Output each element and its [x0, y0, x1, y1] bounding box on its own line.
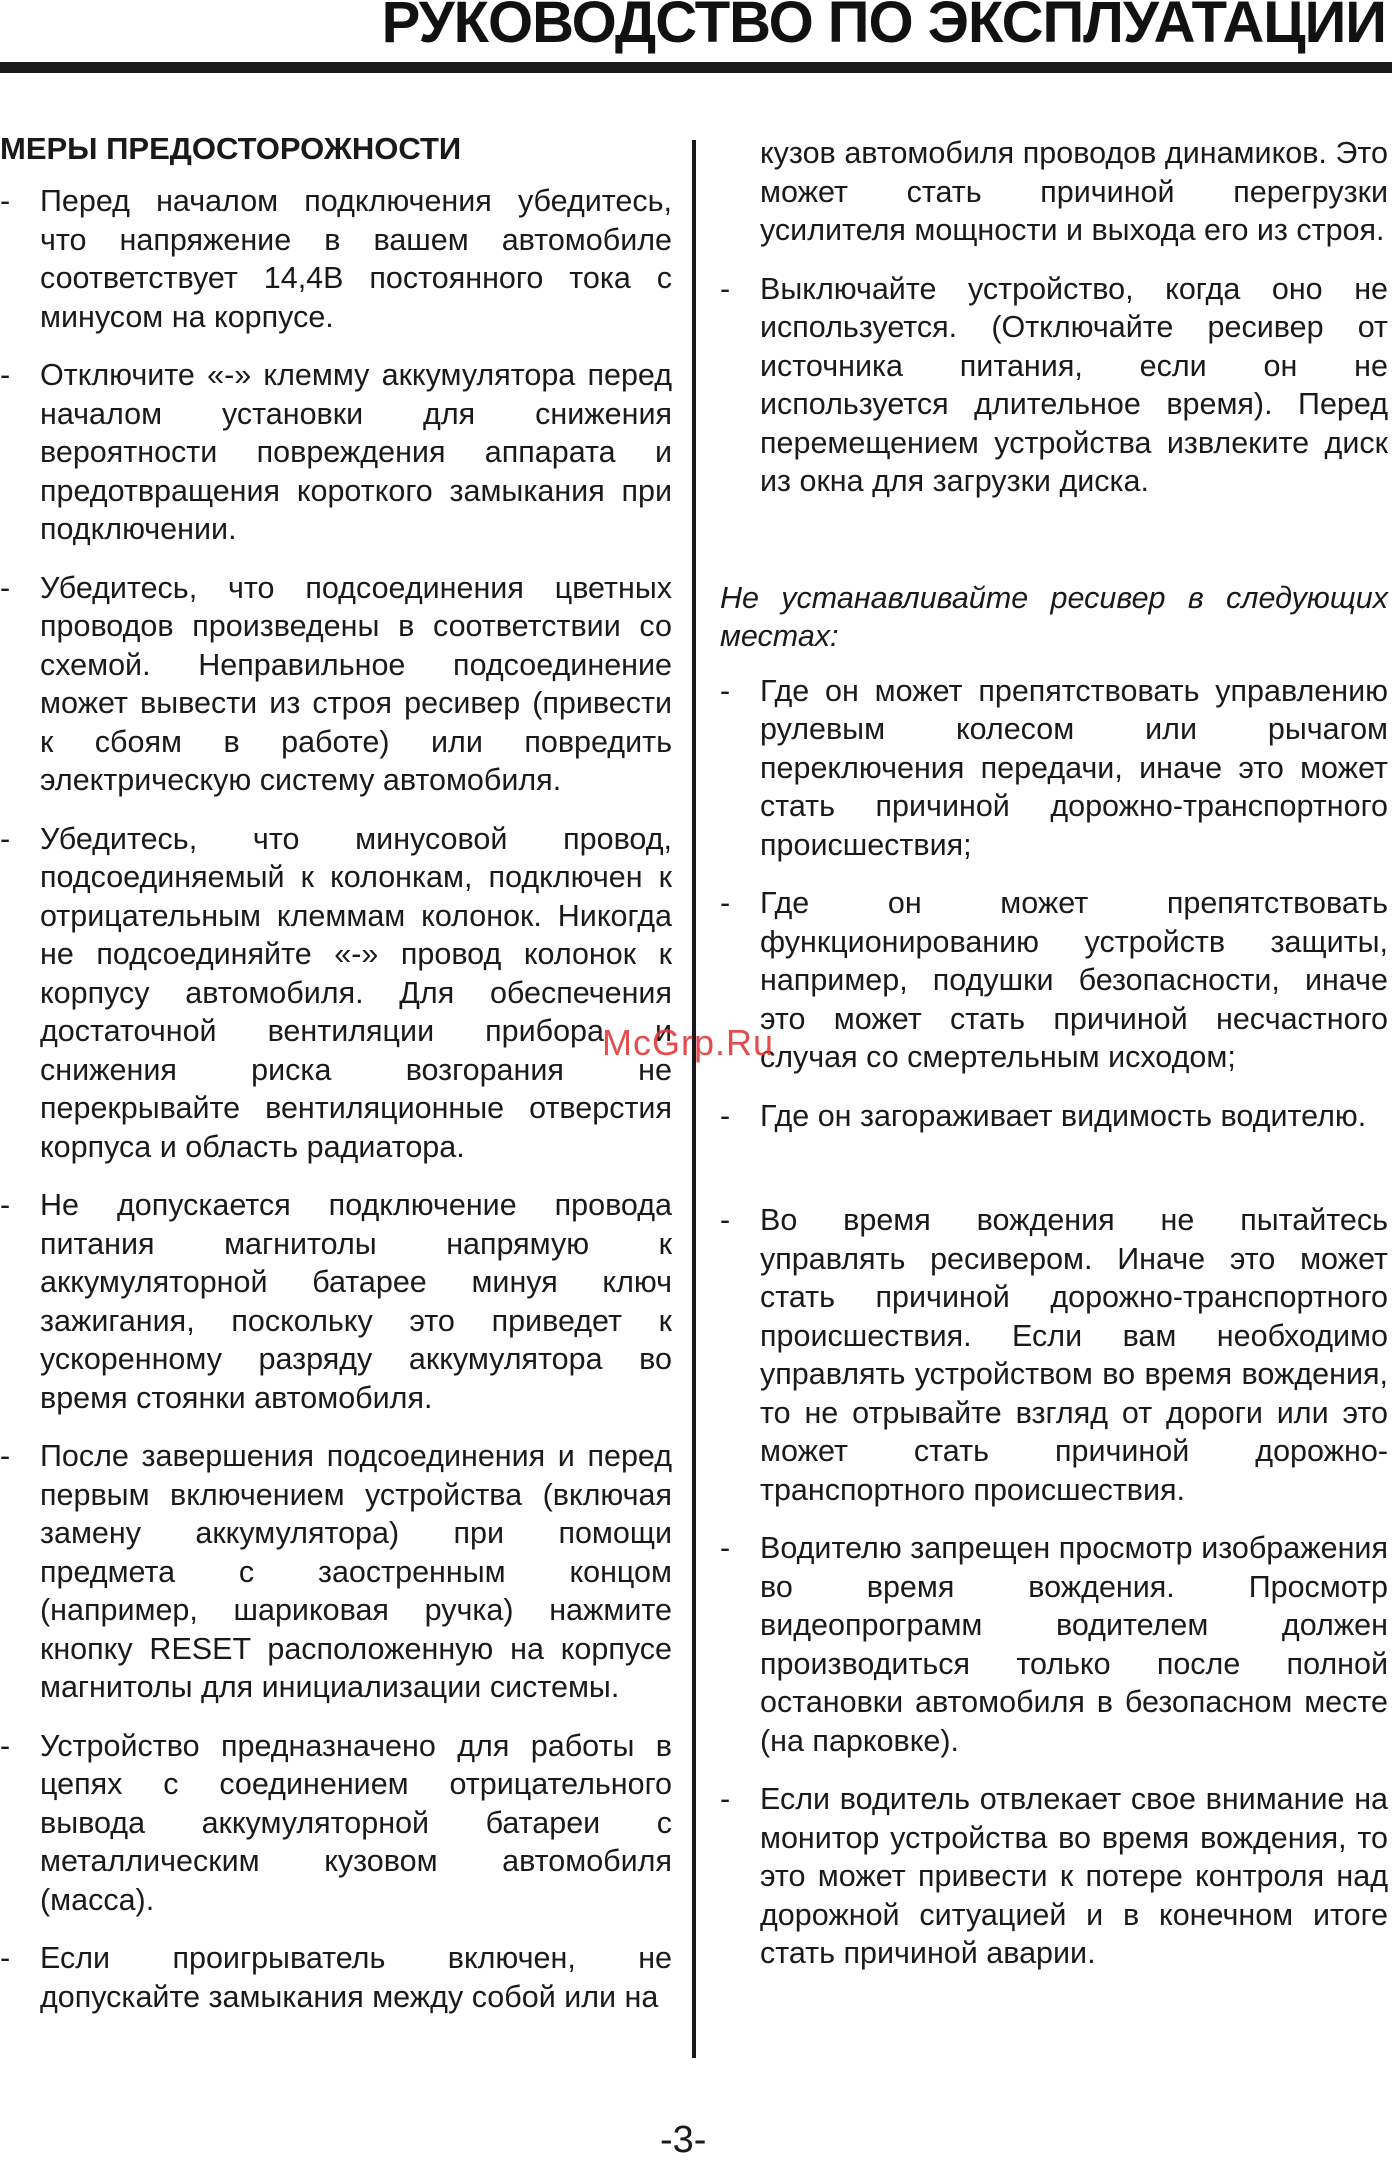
bullet-dash: - [0, 821, 11, 856]
right-column [720, 134, 1388, 1993]
column-divider [692, 140, 696, 2058]
page-number: -3- [660, 2119, 707, 2161]
list-item-text: Перед началом подключения убедитесь, что напряжение в вашем автомобиле соответствует 14,4В постоянного тока с минусом на корпусе. [40, 184, 672, 334]
list-item-text: Устройство предназначено для работы в цепях с соединением отрицательного вывода аккумуляторной батареи с металлическим кузовом автомобиля (масса). [40, 1728, 672, 1917]
list-item-text: Выключайте устройство, когда оно не используется. (Отключайте ресивер от источника питания, если он не используется длительное время). Перед перемещением устройства извлеките диск из окна для загрузки диска. [760, 271, 1388, 498]
bullet-dash: - [0, 570, 11, 605]
bullet-dash: - [720, 673, 731, 708]
bullet-dash: - [720, 1531, 731, 1565]
list-item [0, 356, 672, 549]
list-item [720, 1201, 1388, 1509]
list-item [720, 1780, 1388, 1973]
list-item [720, 672, 1388, 865]
placement-subheading: Не устанавливайте ресивер в следующих местах: [720, 580, 1388, 653]
page-title: РУКОВОДСТВО ПО ЭКСПЛУАТАЦИИ [381, 0, 1386, 55]
list-item-text: Где он может препятствовать управлению рулевым колесом или рычагом переключения передачи, иначе это может стать причиной дорожно-транспортного происшествия; [760, 673, 1388, 862]
bullet-dash: - [0, 1728, 11, 1763]
list-item [720, 1529, 1388, 1760]
left-column [0, 130, 672, 2036]
section-heading: МЕРЫ ПРЕДОСТОРОЖНОСТИ [0, 131, 462, 166]
list-item-text: Где он может препятствовать функционированию устройств защиты, например, подушки безопасности, иначе это может стать причиной несчастного случая со смертельным исходом; [760, 886, 1388, 1074]
list-item [0, 1939, 672, 2016]
list-item-text: Не допускается подключение провода питания магнитолы напрямую к аккумуляторной батарее минуя ключ зажигания, поскольку это приведет к ускоренному разряду аккумулятора во время стоянки автомобиля. [40, 1188, 672, 1415]
list-item-text: Убедитесь, что подсоединения цветных проводов произведены в соответствии со схемой. Неправильное подсоединение может вывести из строя ресивер (привести к сбоям в работе) или повредить электрическую систему автомобиля. [40, 570, 672, 797]
list-item [720, 270, 1388, 501]
list-item-text: Во время вождения не пытайтесь управлять ресивером. Иначе это может стать причиной дорожно-транспортного происшествия. Если вам необходимо управлять устройством во время вождения, то не отрывайте взгляд от дороги или это может стать причиной дорожно-транспортного происшествия. [760, 1203, 1388, 1507]
list-item [0, 1437, 672, 1707]
list-item [720, 884, 1388, 1077]
list-item-text: Где он загораживает видимость водителю. [760, 1098, 1367, 1133]
watermark: McGrp.Ru [602, 1022, 775, 1063]
bullet-dash: - [720, 1782, 731, 1816]
title-rule [0, 62, 1392, 73]
list-item-continuation [720, 134, 1388, 250]
list-item [0, 1727, 672, 1920]
list-item-text: Водителю запрещен просмотр изображения во время вождения. Просмотр видеопрограмм водителем должен производиться только после полной остановки автомобиля в безопасном месте (на парковке). [760, 1531, 1388, 1758]
bullet-dash: - [720, 1203, 731, 1237]
bullet-dash: - [0, 1941, 11, 1975]
list-item-text: После завершения подсоединения и перед первым включением устройства (включая замену аккумулятора) при помощи предмета с заостренным концом (например, шариковая ручка) нажмите кнопку RESET расположенную на корпусе магнитолы для инициализации системы. [40, 1439, 672, 1704]
list-item-text: Если водитель отвлекает свое внимание на монитор устройства во время вождения, то это может привести к потере контроля над дорожной ситуацией и в конечном итоге стать причиной аварии. [760, 1782, 1388, 1970]
bullet-dash: - [0, 358, 11, 392]
list-item-text: Отключите «-» клемму аккумулятора перед началом установки для снижения вероятности повреждения аппарата и предотвращения короткого замыкания при подключении. [40, 358, 672, 546]
list-item-text: Если проигрыватель включен, не допускайте замыкания между собой или на [40, 1941, 672, 2014]
continuation-text: кузов автомобиля проводов динамиков. Это может стать причиной перегрузки усилителя мощности и выхода его из строя. [760, 136, 1388, 247]
list-item [0, 820, 672, 1167]
bullet-dash: - [0, 1188, 11, 1222]
bullet-dash: - [720, 1098, 731, 1133]
bullet-dash: - [0, 184, 11, 218]
bullet-dash: - [720, 886, 731, 920]
bullet-dash: - [720, 271, 731, 306]
list-item [0, 569, 672, 800]
bullet-dash: - [0, 1439, 11, 1473]
list-item-text: Убедитесь, что минусовой провод, подсоединяемый к колонкам, подключен к отрицательным клеммам колонок. Никогда не подсоединяйте «-» провод колонок к корпусу автомобиля. Для обеспечения достаточной вентиляции прибора и снижения риска возгорания не перекрывайте вентиляционные отверстия корпуса и область радиатора. [40, 821, 672, 1164]
list-item [0, 1186, 672, 1417]
list-item [720, 1097, 1388, 1136]
list-item [0, 182, 672, 336]
